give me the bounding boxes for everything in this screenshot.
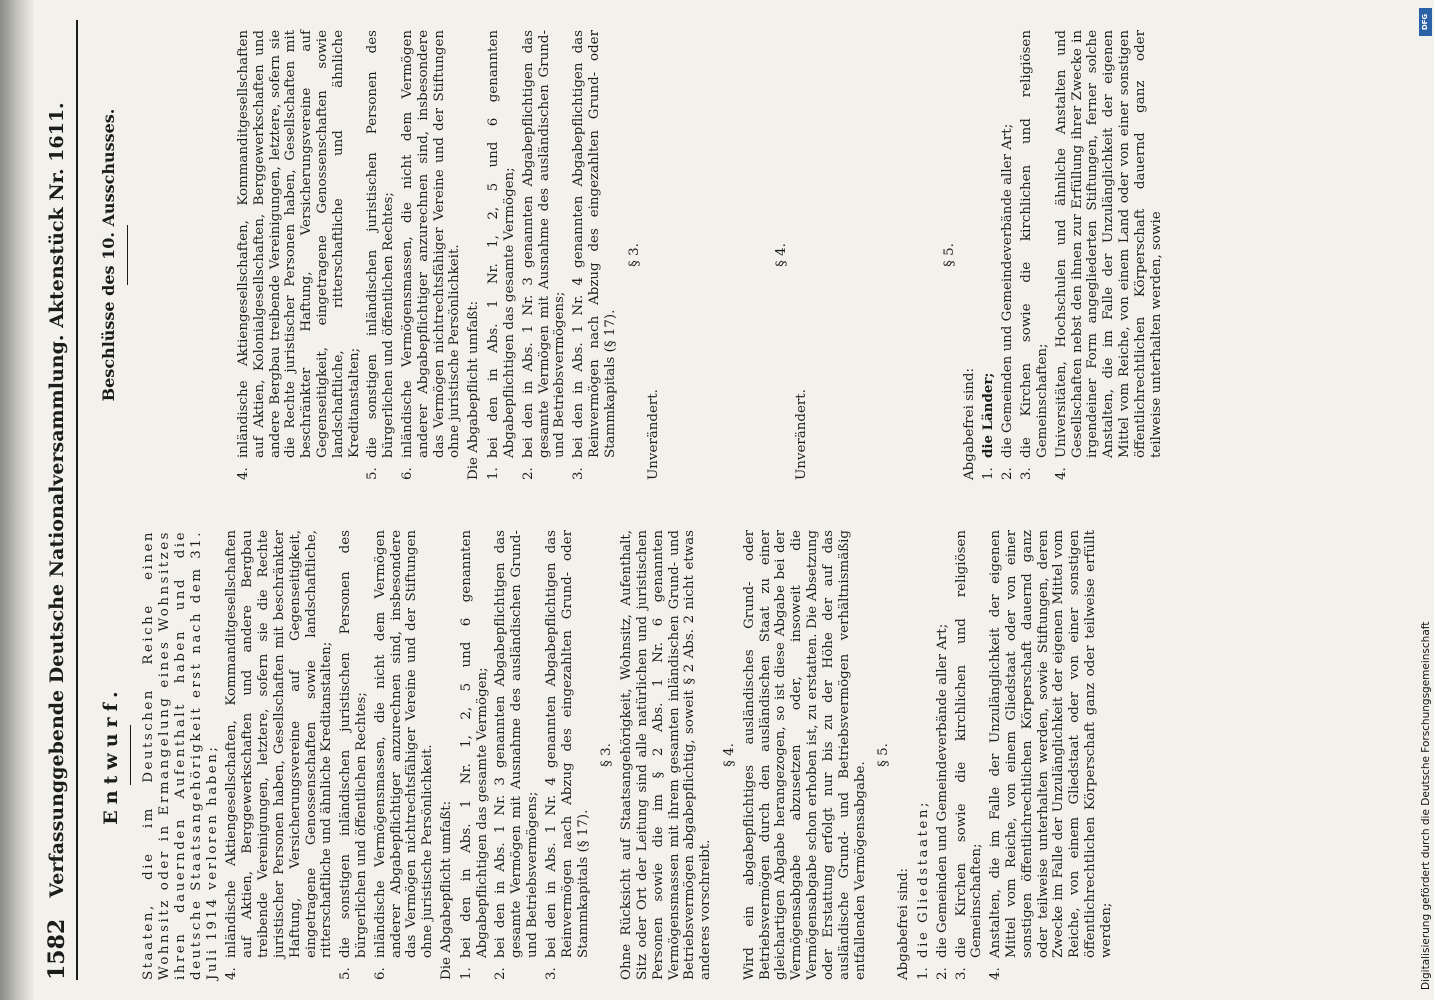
- page-title: Verfassunggebende Deutsche Nationalversammlung. Aktenstück Nr. 1611.: [46, 102, 68, 898]
- document-page: [40, 20, 1420, 980]
- list-item: 4. inländische Aktiengesellschaften, Kommanditgesellschaften auf Aktien, Kolonialgesellschaften, Berggewerkschaften und andere Bergbau treibende Vereinigungen, letztere, sofern sie die Rechte juristischer Personen haben, Gesellschaften mit beschränkter Haftung, Versicherungsvereine auf Gegenseitigkeit, eingetragene Genossenschaften sowie landschaftliche, ritterschaftliche und ähnliche Kreditanstalten;: [235, 30, 362, 480]
- column-heading-draft: Entwurf.: [100, 685, 122, 825]
- section-3-text: Unverändert.: [646, 389, 662, 480]
- list-item: 1. bei den in Abs. 1 Nr. 1, 2, 5 und 6 genannten Abgabepflichtigen das gesamte Vermögen;: [458, 530, 490, 980]
- list-item: 5. die sonstigen inländischen juristischen Personen des bürgerlichen und öffentlichen Rechtes;: [365, 30, 397, 480]
- column-heading-committee: Beschlüsse des 10. Ausschusses.: [99, 108, 118, 402]
- item-list-2: [486, 30, 619, 480]
- section-heading-5: § 5.: [941, 243, 957, 267]
- list-item: 3. bei den in Abs. 1 Nr. 4 genannten Abgabepflichtigen das Reinvermögen nach Abzug des eingezahlten Grund- oder Stammkapitals (§ 17).: [571, 30, 618, 480]
- pflicht-intro: Die Abgabepflicht umfaßt:: [439, 800, 455, 980]
- section-5-intro: Abgabefrei sind:: [896, 868, 912, 980]
- item-list-3: [916, 530, 1115, 980]
- heading-rule: [130, 725, 131, 785]
- list-item: 2. die Gemeinden und Gemeindeverbände aller Art;: [934, 623, 950, 980]
- list-item: 2. bei den in Abs. 1 Nr. 3 genannten Abgabepflichtigen das gesamte Vermögen mit Ausnahme des ausländischen Grund- und Betriebsvermögens;: [493, 530, 541, 980]
- section-5-intro: Abgabefrei sind:: [961, 368, 977, 480]
- page-number: 1582: [44, 918, 70, 980]
- list-item: 6. inländische Vermögensmassen, die nicht dem Vermögen anderer Abgabepflichtiger anzurechnen sind, insbesondere das Vermögen nichtrechtsfähiger Vereine und der Stiftungen ohne juristische Persönlichkeit.: [372, 530, 436, 980]
- list-item: 1. die Gliedstaaten;: [915, 800, 931, 980]
- list-item: 1. bei den in Abs. 1 Nr. 1, 2, 5 und 6 genannten Abgabepflichtigen das gesamte Vermögen;: [486, 30, 517, 480]
- item-list-2: [459, 530, 592, 980]
- item-list-3: [981, 30, 1164, 480]
- list-item: 2. bei den in Abs. 1 Nr. 3 genannten Abgabepflichtigen das gesamte Vermögen mit Ausnahme des ausländischen Grund- und Betriebsvermögens;: [520, 30, 568, 480]
- digitization-credit: Digitalisierung gefördert durch die Deutsche Forschungsgemeinschaft: [1420, 621, 1432, 990]
- section-heading-3: § 3.: [626, 243, 642, 267]
- section-3-text: Ohne Rücksicht auf Staatsangehörigkeit, Wohnsitz, Aufenthalt, Sitz oder Ort der Leitung sind alle natürlichen und juristischen Personen sowie die im § 2 Abs. 1 Nr. 6 genannten Vermögensmassen mit ihrem gesamten inländischen Grund- und Betriebsvermögen abgabepflichtig, soweit § 2 Abs. 2 nicht etwas anderes vorschreibt.: [619, 530, 714, 980]
- scan-edge-shadow: [0, 0, 34, 1000]
- list-item: 3. die Kirchen sowie die kirchlichen und religiösen Gemeinschaften;: [1019, 30, 1050, 480]
- item-list-1: [224, 530, 436, 980]
- intro-paragraph: Staaten, die im Deutschen Reiche einen Wohnsitz oder in Ermangelung eines Wohnsitzes ihren dauernden Aufenthalt haben und die deutsche Staatsangehörigkeit erst nach dem 31. Juli 1914 verloren haben;: [141, 530, 220, 980]
- list-item: 3. die Kirchen sowie die kirchlichen und religiösen Gemeinschaften;: [953, 530, 985, 980]
- list-item: 4. inländische Aktiengesellschaften, Kommanditgesellschaften auf Aktien, Berggewerkschaften und andere Bergbau treibende Vereinigungen, letztere, sofern sie die Rechte juristischer Personen haben, Gesellschaften mit beschränkter Haftung, Versicherungsvereine auf Gegenseitigkeit, eingetragene Genossenschaften sowie landschaftliche, ritterschaftliche und ähnliche Kreditanstalten;: [224, 530, 335, 980]
- section-heading-4: § 4.: [722, 743, 738, 767]
- list-item: 3. bei den in Abs. 1 Nr. 4 genannten Abgabepflichtigen das Reinvermögen nach Abzug des eingezahlten Grund- oder Stammkapitals (§ 17).: [543, 530, 591, 980]
- list-item: 1. die Länder;: [980, 372, 997, 480]
- column-committee: [99, 30, 1164, 480]
- section-heading-4: § 4.: [774, 243, 790, 267]
- list-item: 5. die sonstigen inländischen juristischen Personen des bürgerlichen und öffentlichen Rechtes;: [338, 530, 369, 980]
- column-draft: [100, 530, 1120, 980]
- list-item: 6. inländische Vermögensmassen, die nicht dem Vermögen anderer Abgabepflichtiger anzurechnen sind, insbesondere das Vermögen nichtrechtsfähiger Vereine und der Stiftungen ohne juristische Persönlichkeit.: [400, 30, 463, 480]
- list-item: 4. Anstalten, die im Falle der Unzulänglichkeit der eigenen Mittel vom Reiche, von einem Gliedstaat oder von einer sonstigen öffentlichrechtlichen Körperschaft dauernd ganz oder teilweise unterhalten werden, sowie Stiftungen, deren Zwecke im Falle der Unzulänglichkeit der eigenen Mittel vom Reiche, von einem Gliedstaat oder von einer sonstigen öffentlichrechtlichen Körperschaft ganz oder teilweise erfüllt werden;: [988, 530, 1114, 980]
- item-list-1: [236, 30, 463, 480]
- list-item: 2. die Gemeinden und Gemeindeverbände aller Art;: [1000, 123, 1016, 480]
- section-heading-3: § 3.: [599, 743, 615, 767]
- heading-rule: [127, 225, 128, 285]
- section-4-text: Wird ein abgabepflichtiges ausländisches Grund- oder Betriebsvermögen durch den ausländischen Staat zu einer gleichartigen Abgabe herangezogen, so ist diese Abgabe bei der Vermögensabgabe abzusetzen oder, insoweit die Vermögensabgabe schon erhoben ist, zu erstatten. Die Absetzung oder Erstattung erfolgt nur bis zu der Höhe der auf das ausländische Grund- und Betriebsvermögen verhältnismäßig entfallenden Vermögensabgabe.: [741, 530, 868, 980]
- dfg-logo: DFG: [1419, 8, 1432, 36]
- list-item: 4. Universitäten, Hochschulen und ähnliche Anstalten und Gesellschaften nebst den ihnen zur Erfüllung ihrer Zwecke in irgendeiner Form angegliederten Stiftungen, ferner solche Anstalten, die im Falle der Unzulänglichkeit der eigenen Mittel vom Reiche, von einem Land oder von einer sonstigen öffentlichrechtlichen Körperschaft dauernd ganz oder teilweise unterhalten werden, sowie: [1053, 30, 1164, 480]
- section-4-text: Unverändert.: [794, 389, 809, 480]
- page-header: [40, 20, 78, 980]
- section-heading-5: § 5.: [876, 743, 892, 767]
- pflicht-intro: Die Abgabepflicht umfaßt:: [466, 300, 482, 480]
